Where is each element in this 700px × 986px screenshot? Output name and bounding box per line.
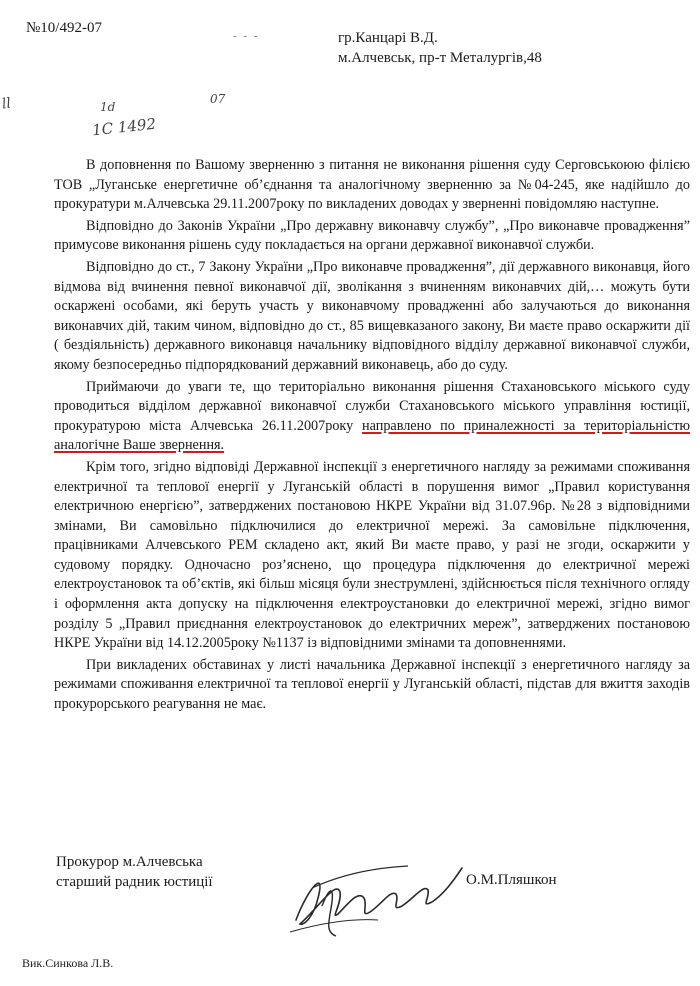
paragraph-3: Відповідно до ст., 7 Закону України „Про виконавче провадження”, дії державного виконавця, його відмова від вчинення певної виконавчої дії, зволікання з вчиненням виконавчих дій,… можуть бути оскаржені особами, які беруть участь у виконавчому провадженні або залучаються до виконання виконавчих дій, таким чином, відповідно до ст., 85 вищевказаного закону, Ви маєте право оскаржити дії ( бездіяльність) державного виконавця начальнику відповідного відділу державної виконавчої служби, якому безпосередньо підпорядкований державний виконавець, або до суду. — [54, 258, 690, 373]
paragraph-5: Крім того, згідно відповіді Державної інспекції з енергетичного нагляду за режимами споживання електричної та теплової енергії у Луганській області в порушення вимог „Правил користування електричною енергією”, затверджених постановою НКРЕ України від 31.07.96р. №28 з відповідними змінами, Ви самовільно підключилися до електричної мережі. За самовільне підключення, працівниками Алчевського РЕМ складено акт, який Ви маєте право, у разі не згоди, оскаржити у судовому порядку. Одночасно роз’яснено, що процедура підключення до електричної мережі електроустановок та об’єктів, які більш місяця були знеструмлені, здійснюється після технічного огляду і оформлення акта допуску на підключення електроустановки до електричної мережі, згідно вимог розділу 5 „Правил приєднання електроустановок до електричних мереж”, затверджених постановою НКРЕ України від 14.12.2005року №1137 із відповідними змінами та доповненнями. — [54, 458, 690, 652]
signer-name: О.М.Пляшкон — [466, 872, 557, 888]
handwritten-signature — [278, 828, 468, 948]
letter-body — [54, 156, 690, 715]
paragraph-6: При викладених обставинах у листі начальника Державної інспекції з енергетичного нагляду за режимами споживання електричної та теплової енергії у Луганській області, підстав для вжиття заходів прокурорського реагування не має. — [54, 656, 690, 713]
signer-title-line-1: Прокурор м.Алчевська — [56, 854, 203, 870]
handwritten-registration-number: 1C 1492 — [91, 114, 157, 140]
paragraph-4-text: Приймаючи до уваги те, що територіально виконання рішення Стахановського міського суду проводиться відділом державної виконавчої служби Стахановського міського управління юстиції, прокуратурою міста Алчевська 26.11.2007року — [54, 378, 690, 434]
recipient-address: м.Алчевськ, пр-т Металургів,48 — [338, 50, 542, 66]
reference-number: №10/492-07 — [26, 20, 102, 36]
paragraph-4 — [54, 378, 690, 456]
paragraph-2: Відповідно до Законів України „Про державну виконавчу службу”, „Про виконавче провадження” примусове виконання рішень суду покладається на органи державної виконавчої служби. — [54, 217, 690, 254]
handwritten-mark-date-right: 07 — [210, 92, 226, 106]
paragraph-1: В доповнення по Вашому зверненню з питання не виконання рішення суду Серговськоюю філією ТОВ „Луганське енергетичне об’єднання та аналогічному зверненню за №04-245, яке надійшло до прокуратури м.Алчевська 29.11.2007року по викладених доводах у зверненні повідомляю наступне. — [54, 157, 690, 213]
handwritten-mark-date-top: 1d — [100, 100, 116, 114]
signer-title-line-2: старший радник юстиції — [56, 874, 213, 890]
executor-note: Вик.Синкова Л.В. — [22, 956, 114, 970]
scan-speck-marks: - - - — [233, 30, 260, 42]
handwritten-mark-left: ll — [0, 95, 13, 113]
recipient-name: гр.Канцарі В.Д. — [338, 30, 438, 46]
red-underlined-text: направлено по приналежності за територіальністю аналогічне Ваше звернення. — [54, 417, 691, 454]
